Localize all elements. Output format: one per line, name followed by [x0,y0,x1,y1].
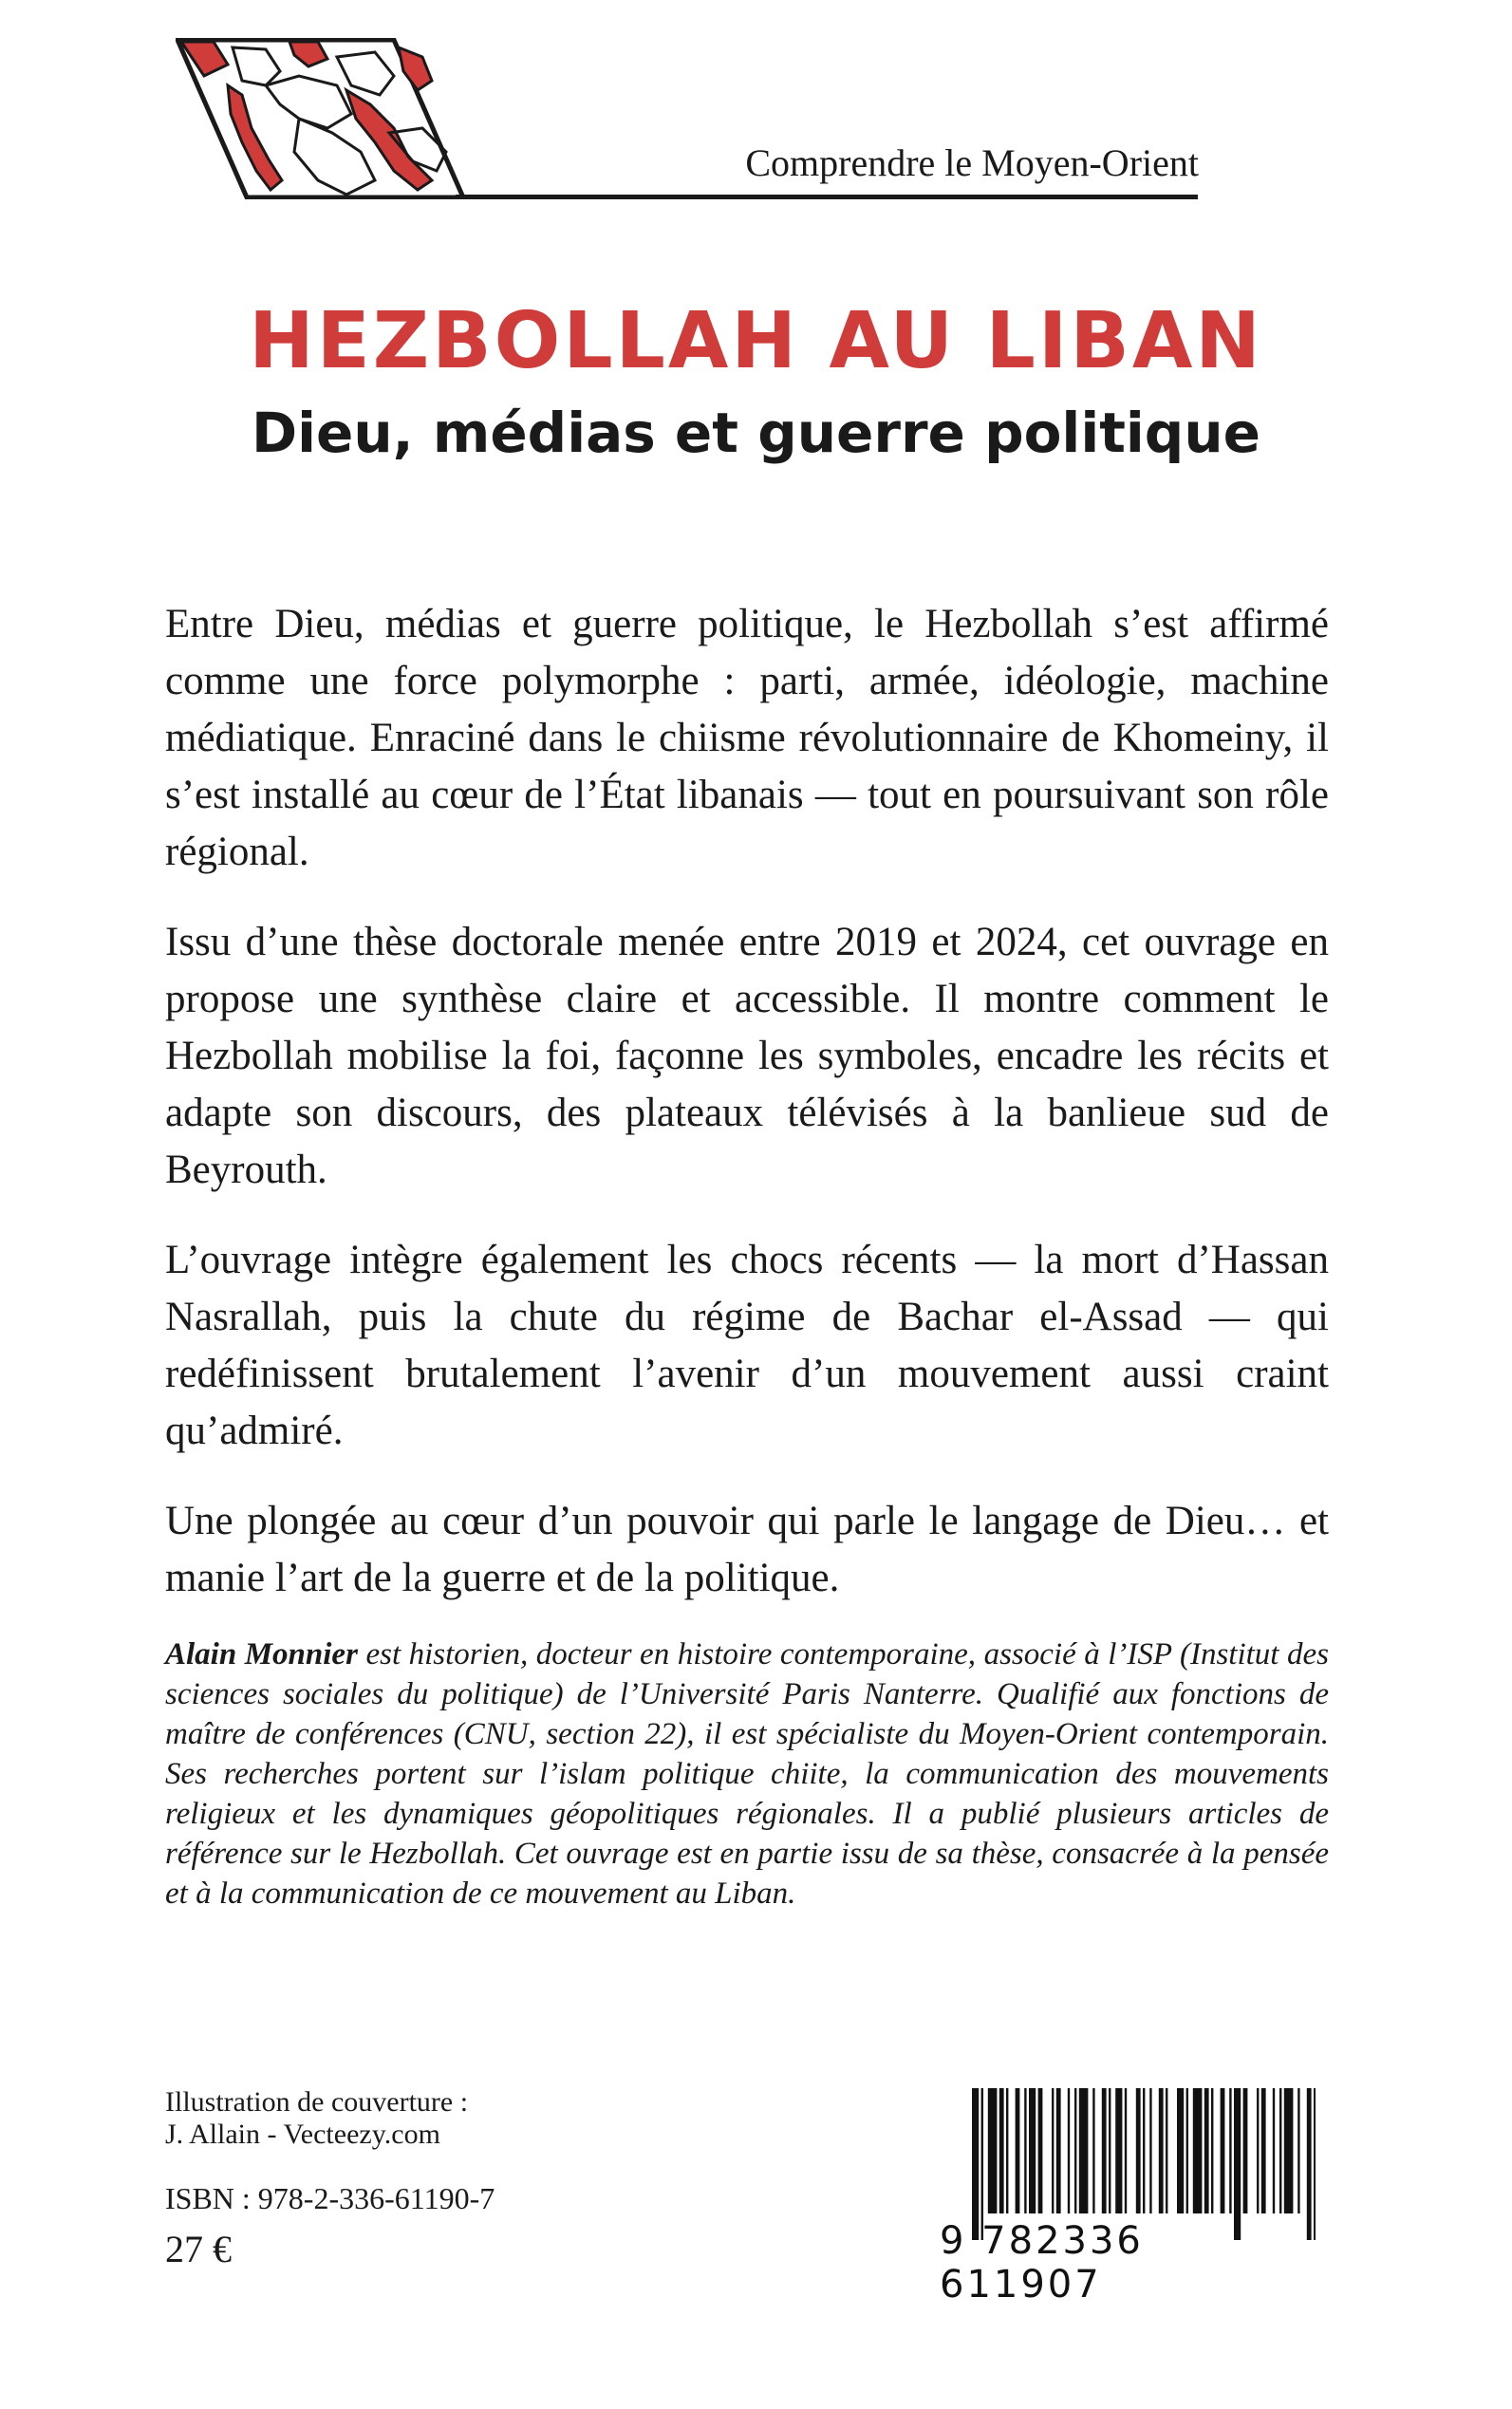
barcode-bar [1279,2088,1281,2213]
credits-source: J. Allain - Vecteezy.com [165,2119,440,2150]
barcode-bar [999,2088,1004,2213]
blurb-paragraph-3: L’ouvrage intègre également les chocs récents — la mort d’Hassan Nasrallah, puis la chute du régime de Bachar el-Assad — qui redéfinissent brutalement l’avenir d’un mouvement aussi craint qu’admiré. [165,1238,1329,1453]
barcode-bar [972,2088,979,2240]
series-title: Comprendre le Moyen-Orient [745,141,1199,184]
illustration-credits [165,2086,468,2151]
author-bio [165,1634,1329,1914]
isbn: ISBN : 978-2-336-61190-7 [165,2181,495,2215]
barcode-bar [1243,2088,1248,2213]
barcode-bar [1307,2088,1312,2240]
book-subtitle: Dieu, médias et guerre politique [252,401,1260,465]
blurb-paragraph-4: Une plongée au cœur d’un pouvoir qui parle le langage de Dieu… et manie l’art de la guerre et de la politique. [165,1499,1329,1600]
barcode-bar [1314,2088,1316,2240]
barcode-bar [1024,2088,1026,2213]
barcode-bar [1204,2088,1209,2213]
barcode-bar [1229,2088,1231,2213]
barcode-bar [1284,2088,1294,2213]
barcode-bar [1006,2088,1008,2213]
barcode-bar [1211,2088,1213,2213]
barcode-bar [1149,2088,1151,2213]
barcode-bar [1102,2088,1107,2213]
barcode-number: 9 782336 611907 [940,2219,1144,2306]
book-title: HEZBOLLAH AU LIBAN [249,296,1263,386]
barcode-bar [988,2088,998,2213]
barcode-bar [1068,2088,1070,2213]
barcode-bar [1079,2088,1089,2213]
barcode-bar [1029,2088,1036,2213]
barcode-bar [1092,2088,1094,2213]
series-underline [456,195,1198,199]
barcode-bar [1115,2088,1122,2213]
barcode-bar [1234,2088,1241,2240]
author-name: Alain Monnier [165,1637,358,1671]
barcode-bar [1143,2088,1145,2213]
barcode-bar [1016,2088,1020,2213]
barcode-bar [1297,2088,1299,2213]
barcode-bar [1038,2088,1043,2213]
barcode-bar [1186,2088,1188,2213]
barcode-bar [1109,2088,1111,2213]
blurb-paragraph-2: Issu d’une thèse doctorale menée entre 2019 et 2024, cet ouvrage en propose une synthèse claire et accessible. Il montre comment le Hezbollah mobilise la foi, façonne les symboles, encadre les récits et adapte son discours, des plateaux télévisés à la banlieue sud de Beyrouth. [165,920,1329,1192]
barcode-bar [1257,2088,1259,2213]
barcode-bar [1159,2088,1164,2213]
credits-label: Illustration de couverture : [165,2086,469,2118]
series-logo-map [176,38,465,199]
barcode-bar [1166,2088,1167,2213]
barcode-bar [981,2088,983,2240]
barcode-bar [1125,2088,1127,2213]
barcode-bar [1273,2088,1275,2213]
barcode-bar [1074,2088,1076,2213]
barcode-bar [1193,2088,1203,2213]
barcode-bar [1052,2088,1054,2213]
barcode-bar [1056,2088,1061,2213]
author-bio-text: est historien, docteur en histoire contemporaine, associé à l’ISP (Institut des sciences sociales du politique) de l’Université Paris Nanterre. Qualifié aux fonctions de maître de conférences (CNU, section 22), il est spécialiste du Moyen-Orient contemporain. Ses recherches portent sur l’islam politique chiite, la communication des mouvements religieux et les dynamiques géopolitiques régionales. Il a publié plusieurs articles de référence sur le Hezbollah. Cet ouvrage est en partie issu de sa thèse, consacrée à la pensée et à la communication de ce mouvement au Liban. [165,1637,1329,1911]
back-cover-blurb [165,596,1329,1640]
blurb-paragraph-1: Entre Dieu, médias et guerre politique, le Hezbollah s’est affirmé comme une force polymorphe : parti, armée, idéologie, machine médiatique. Enraciné dans le chiisme révolutionnaire de Khomeiny, il s’est installé au cœur de l’État libanais — tout en poursuivant son rôle régional. [165,602,1329,874]
barcode-bar [1221,2088,1225,2213]
barcode-bar [1177,2088,1184,2213]
barcode-bar [1261,2088,1266,2213]
barcode-bar [1136,2088,1141,2213]
price: 27 € [165,2228,232,2270]
